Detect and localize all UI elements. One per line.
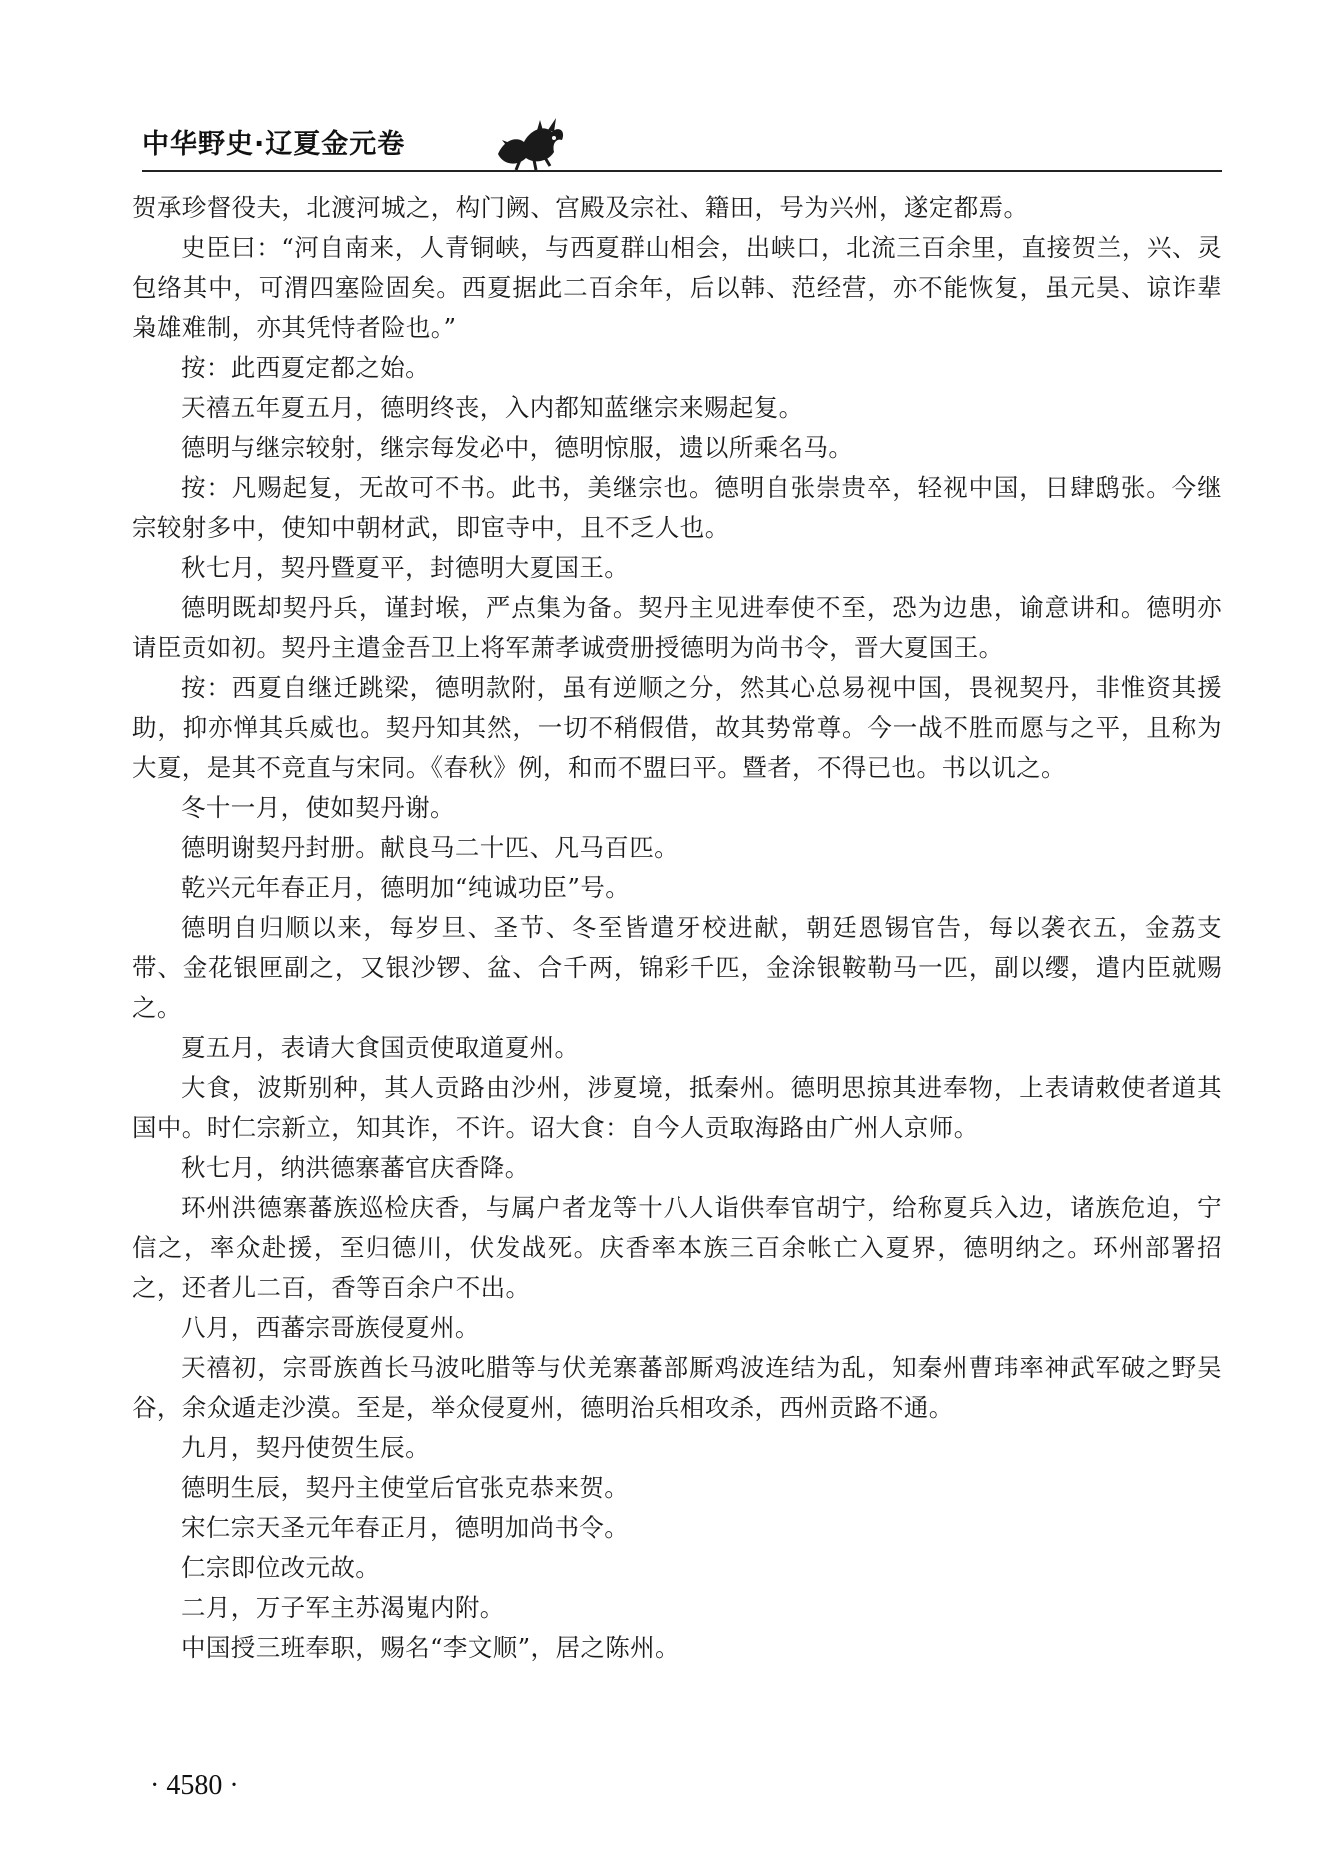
paragraph: 天禧初，宗哥族酋长马波叱腊等与伏羌寨蕃部厮鸡波连结为乱，知秦州曹玮率神武军破之野吴谷，余众遁走沙漠。至是，举众侵夏州，德明治兵相攻杀，西州贡路不通。 xyxy=(132,1353,1222,1422)
paragraph: 二月，万子军主苏渴嵬内附。 xyxy=(181,1593,505,1622)
paragraph: 秋七月，纳洪德寨蕃官庆香降。 xyxy=(181,1153,530,1182)
header-rule xyxy=(142,170,1222,172)
paragraph: 按：此西夏定都之始。 xyxy=(181,353,430,382)
page-number: · 4580 · xyxy=(150,1770,239,1801)
paragraph: 德明自归顺以来，每岁旦、圣节、冬至皆遣牙校进献，朝廷恩锡官告，每以袭衣五，金荔支带、金花银匣副之，又银沙锣、盆、合千两，锦彩千匹，金涂银鞍勒马一匹，副以缨，遣内臣就赐之。 xyxy=(132,913,1222,1022)
paragraph: 天禧五年夏五月，德明终丧，入内都知蓝继宗来赐起复。 xyxy=(181,393,804,422)
main-text xyxy=(132,188,1222,1668)
paragraph: 中国授三班奉职，赐名“李文顺”，居之陈州。 xyxy=(181,1633,680,1662)
paragraph: 宋仁宗天圣元年春正月，德明加尚书令。 xyxy=(181,1513,630,1542)
paragraph: 贺承珍督役夫，北渡河城之，构门阙、宫殿及宗社、籍田，号为兴州，遂定都焉。 xyxy=(132,193,1029,222)
paragraph: 秋七月，契丹暨夏平，封德明大夏国王。 xyxy=(181,553,630,582)
paragraph: 仁宗即位改元故。 xyxy=(181,1553,381,1582)
paragraph: 按：西夏自继迁跳梁，德明款附，虽有逆顺之分，然其心总易视中国，畏视契丹，非惟资其援助，抑亦惮其兵威也。契丹知其然，一切不稍假借，故其势常尊。今一战不胜而愿与之平，且称为大夏，是其不竞直与宋同。《春秋》例，和而不盟曰平。暨者，不得已也。书以讥之。 xyxy=(132,673,1222,782)
paragraph: 史臣曰：“河自南来，人青铜峡，与西夏群山相会，出峡口，北流三百余里，直接贺兰，兴、灵包络其中，可渭四塞险固矣。西夏据此二百余年，后以韩、范经营，亦不能恢复，虽元昊、谅诈辈枭雄难制，亦其凭恃者险也。” xyxy=(132,233,1222,342)
running-header xyxy=(142,110,1222,180)
paragraph: 大食，波斯别种，其人贡路由沙州，涉夏境，抵秦州。德明思掠其进奉物，上表请敕使者道其国中。时仁宗新立，知其诈，不许。诏大食：自今人贡取海路由广州人京师。 xyxy=(132,1073,1222,1142)
book-title: 中华野史·辽夏金元卷 xyxy=(142,129,406,160)
paragraph: 八月，西蕃宗哥族侵夏州。 xyxy=(181,1313,480,1342)
paragraph: 九月，契丹使贺生辰。 xyxy=(181,1433,430,1462)
paragraph: 按：凡赐起复，无故可不书。此书，美继宗也。德明自张崇贵卒，轻视中国，日肆鸱张。今继宗较射多中，使知中朝材武，即宦寺中，且不乏人也。 xyxy=(132,473,1222,542)
paragraph: 德明生辰，契丹主使堂后官张克恭来贺。 xyxy=(181,1473,630,1502)
paragraph: 夏五月，表请大食国贡使取道夏州。 xyxy=(181,1033,580,1062)
paragraph: 乾兴元年春正月，德明加“纯诚功臣”号。 xyxy=(181,873,631,902)
paragraph: 德明既却契丹兵，谨封堠，严点集为备。契丹主见进奉使不至，恐为边患，谕意讲和。德明亦请臣贡如初。契丹主遣金吾卫上将军萧孝诚赍册授德明为尚书令，晋大夏国王。 xyxy=(132,593,1222,662)
paragraph: 德明与继宗较射，继宗每发必中，德明惊服，遗以所乘名马。 xyxy=(181,433,854,462)
dragon-emblem-icon xyxy=(490,110,570,174)
paragraph: 德明谢契丹封册。献良马二十匹、凡马百匹。 xyxy=(181,833,679,862)
paragraph: 环州洪德寨蕃族巡检庆香，与属户者龙等十八人诣供奉官胡宁，给称夏兵入边，诸族危迫，宁信之，率众赴援，至归德川，伏发战死。庆香率本族三百余帐亡入夏界，德明纳之。环州部署招之，还者儿二百，香等百余户不出。 xyxy=(132,1193,1222,1302)
paragraph: 冬十一月，使如契丹谢。 xyxy=(181,793,455,822)
